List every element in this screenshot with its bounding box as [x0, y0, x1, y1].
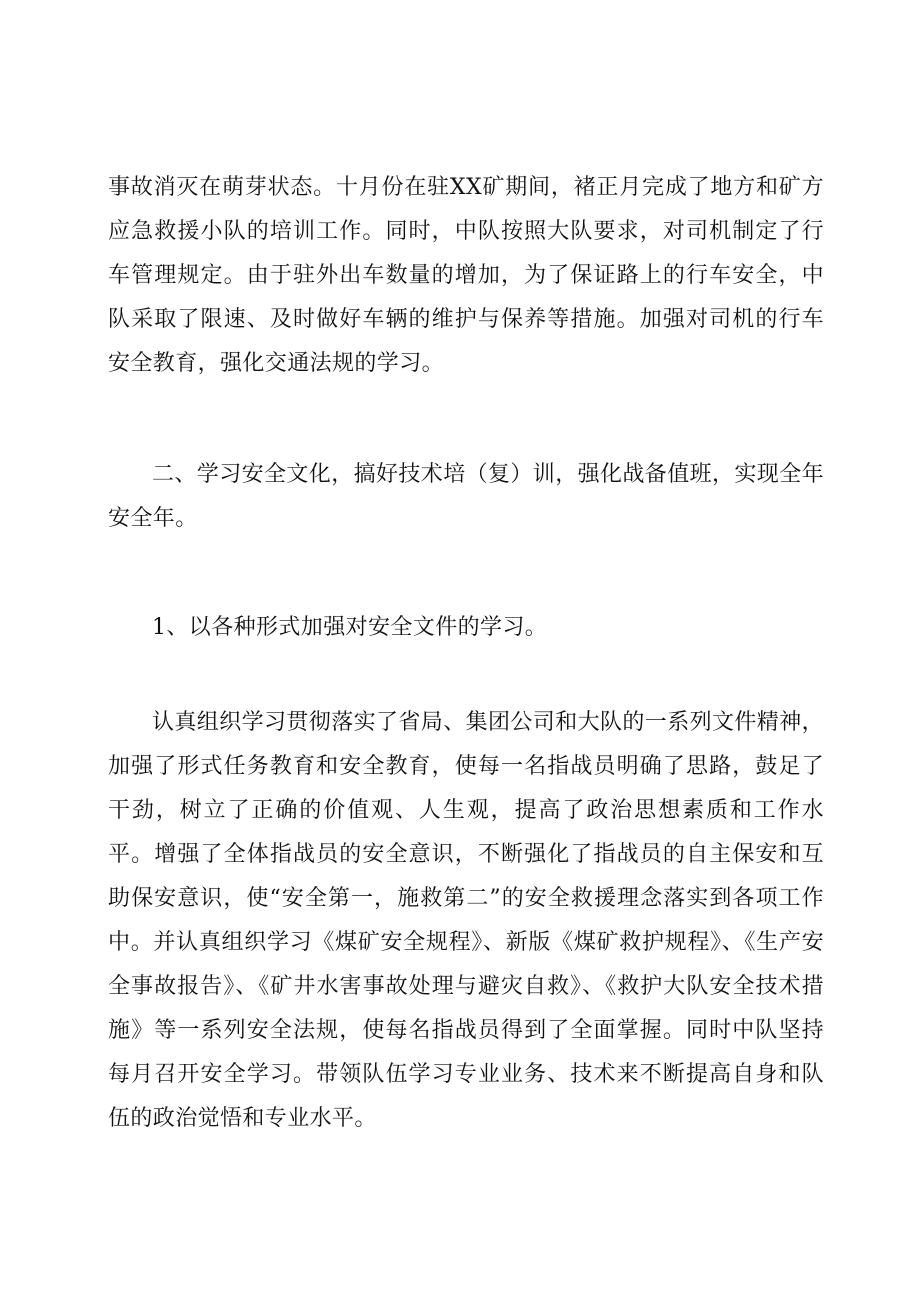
subsection-heading-1: 1、以各种形式加强对安全文件的学习。	[152, 615, 548, 640]
section-heading-2: 二、学习安全文化，搞好技术培（复）训，强化战备值班，实现全年安全年。	[108, 462, 825, 531]
paragraph-body: 认真组织学习贯彻落实了省局、集团公司和大队的一系列文件精神，加强了形式任务教育和安全教育，使每一名指战员明确了思路，鼓足了干劲，树立了正确的价值观、人生观，提高了政治思想素质和工作水平。增强了全体指战员的安全意识，不断强化了指战员的自主保安和互助保安意识，使“安全第一，施救第二”的安全救援理念落实到各项工作中。并认真组织学习《煤矿安全规程》、新版《煤矿救护规程》、《生产安全事故报告》、《矿井水害事故处理与避灾自救》、《救护大队安全技术措施》等一系列安全法规，使每名指战员得到了全面掌握。同时中队坚持每月召开安全学习。带领队伍学习专业业务、技术来不断提高自身和队伍的政治觉悟和专业水平。	[108, 710, 825, 1131]
paragraph-continuation: 事故消灭在萌芽状态。十月份在驻XX矿期间，褚正月完成了地方和矿方应急救援小队的培训工作。同时，中队按照大队要求，对司机制定了行车管理规定。由于驻外出车数量的增加，为了保证路上的行车安全，中队采取了限速、及时做好车辆的维护与保养等措施。加强对司机的行车安全教育，强化交通法规的学习。	[108, 175, 824, 376]
